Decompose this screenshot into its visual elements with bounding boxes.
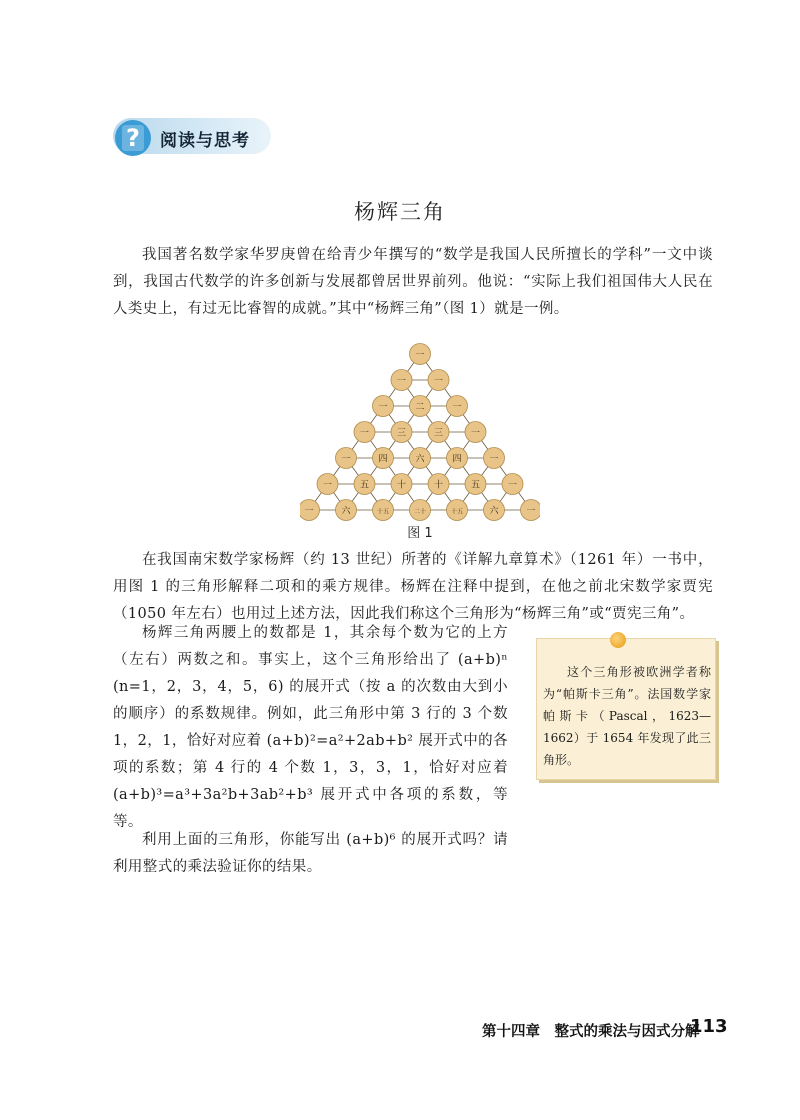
triangle-cell bbox=[484, 500, 505, 521]
triangle-cell bbox=[300, 500, 320, 521]
triangle-cell-label: 十五 bbox=[376, 508, 390, 516]
triangle-cell-label: 一 bbox=[396, 376, 407, 387]
triangle-cell bbox=[373, 500, 394, 521]
chapter-footer: 第十四章 整式的乘法与因式分解 bbox=[482, 1024, 700, 1040]
triangle-cell-label: 一 bbox=[470, 428, 481, 439]
triangle-cell bbox=[391, 422, 412, 443]
triangle-cell bbox=[447, 396, 468, 417]
triangle-cell-label: 二十 bbox=[413, 508, 427, 516]
triangle-cell bbox=[391, 370, 412, 391]
triangle-cell bbox=[373, 448, 394, 469]
question-badge-icon bbox=[113, 118, 153, 158]
triangle-cell bbox=[391, 474, 412, 495]
triangle-cell bbox=[354, 422, 375, 443]
triangle-cell bbox=[410, 344, 431, 365]
triangle-cell bbox=[336, 500, 357, 521]
side-note-text: 这个三角形被欧洲学者称为“帕斯卡三角”。法国数学家帕斯卡（Pascal，1623—1662）于 1654 年发现了此三角形。 bbox=[543, 665, 711, 767]
triangle-cell-label: 五 bbox=[359, 480, 370, 491]
triangle-cell-label: 一 bbox=[489, 454, 499, 465]
explanation-paragraph: 杨辉三角两腰上的数都是 1，其余每个数为它的上方（左右）两数之和。事实上，这个三角形给出了 (a+b)ⁿ (n=1，2，3，4，5，6) 的展开式（按 a 的次数由大到小的顺序）的系数规律。例如，此三角形中第 3 行的 3 个数 1，2，1，恰好对应着 (a+b)²=a²+2ab+b² 展开式中的各项的系数；第 4 行的 4 个数 1，3，3，1，恰好对应着 (a+b)³=a³+3a²b+3ab²+b³ 展开式中各项的系数，等等。 bbox=[113, 625, 508, 830]
triangle-cell-label: 一 bbox=[341, 454, 351, 465]
triangle-cell-label: 六 bbox=[341, 506, 351, 517]
triangle-cell bbox=[465, 474, 486, 495]
triangle-cell bbox=[465, 422, 486, 443]
triangle-cell-label: 三 bbox=[433, 428, 444, 439]
triangle-cell-label: 一 bbox=[433, 376, 444, 387]
triangle-cell-label: 一 bbox=[359, 428, 370, 439]
triangle-cell-label: 三 bbox=[396, 428, 407, 439]
triangle-cell bbox=[447, 448, 468, 469]
triangle-cell bbox=[447, 500, 468, 521]
triangle-cell bbox=[410, 500, 431, 521]
triangle-cell-label: 一 bbox=[378, 402, 388, 413]
triangle-cell-label: 一 bbox=[452, 402, 462, 413]
triangle-cell-label: 六 bbox=[489, 506, 499, 517]
yang-hui-triangle-figure bbox=[300, 340, 540, 530]
triangle-cell bbox=[336, 448, 357, 469]
triangle-cell-label: 四 bbox=[452, 454, 462, 465]
triangle-cell bbox=[373, 396, 394, 417]
triangle-cell bbox=[521, 500, 541, 521]
triangle-cell bbox=[502, 474, 523, 495]
page-title: 杨辉三角 bbox=[354, 200, 446, 224]
triangle-cell-label: 一 bbox=[526, 506, 536, 517]
history-paragraph: 在我国南宋数学家杨辉（约 13 世纪）所著的《详解九章算术》（1261 年）一书中，用图 1 的三角形解释二项和的乘方规律。杨辉在注释中提到，在他之前北宋数学家贾宪（1050 年左右）也用过上述方法，因此我们称这个三角形为“杨辉三角”或“贾宪三角”。 bbox=[113, 552, 713, 622]
triangle-cell-label: 十 bbox=[433, 480, 444, 491]
triangle-cell bbox=[484, 448, 505, 469]
figure-caption: 图 1 bbox=[407, 526, 433, 541]
triangle-cell bbox=[428, 474, 449, 495]
svg-text:?: ? bbox=[126, 124, 140, 152]
triangle-cell-label: 一 bbox=[322, 480, 333, 491]
triangle-cell bbox=[428, 422, 449, 443]
banner-label: 阅读与思考 bbox=[160, 131, 250, 151]
triangle-cell bbox=[410, 396, 431, 417]
triangle-cell bbox=[317, 474, 338, 495]
exercise-paragraph: 利用上面的三角形，你能写出 (a+b)⁶ 的展开式吗？请利用整式的乘法验证你的结果。 bbox=[113, 832, 508, 875]
triangle-cell bbox=[354, 474, 375, 495]
triangle-cell-label: 十五 bbox=[450, 508, 464, 516]
triangle-cell-label: 四 bbox=[378, 454, 388, 465]
triangle-cell-label: 六 bbox=[415, 454, 425, 465]
triangle-lines bbox=[300, 354, 540, 524]
pushpin-icon bbox=[610, 632, 626, 648]
triangle-cell-label: 一 bbox=[507, 480, 518, 491]
triangle-cell-label: 二 bbox=[415, 402, 425, 413]
triangle-cell-label: 五 bbox=[470, 480, 481, 491]
triangle-cell-label: 十 bbox=[396, 480, 407, 491]
intro-paragraph: 我国著名数学家华罗庚曾在给青少年撰写的“数学是我国人民所擅长的学科”一文中谈到，我国古代数学的许多创新与发展都曾居世界前列。他说：“实际上我们祖国伟大人民在人类史上，有过无比睿智的成就。”其中“杨辉三角”（图 1）就是一例。 bbox=[113, 247, 713, 317]
triangle-cell-label: 一 bbox=[415, 350, 425, 361]
triangle-cell-label: 一 bbox=[304, 506, 314, 517]
page-number: 113 bbox=[690, 1016, 728, 1037]
triangle-cell bbox=[410, 448, 431, 469]
triangle-cell bbox=[428, 370, 449, 391]
